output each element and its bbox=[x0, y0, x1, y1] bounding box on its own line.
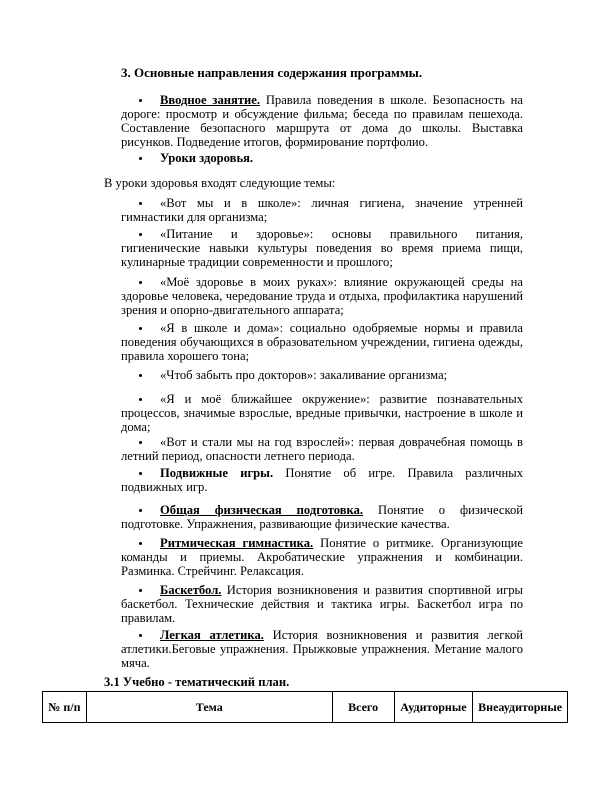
bullet-dot bbox=[139, 374, 142, 377]
section-text: Понятие об игре. Правила различных подвижных игр. bbox=[121, 466, 524, 494]
topic-text: «Вот и стали мы на год взрослей»: первая доврачебная помощь в летний период, опасности летнего периода. bbox=[121, 435, 523, 463]
intro-text: В уроки здоровья входят следующие темы: bbox=[104, 176, 336, 190]
section-basketball bbox=[121, 583, 523, 625]
section-heading: 3. Основные направления содержания программы. bbox=[121, 65, 423, 80]
bullet-dot bbox=[139, 589, 142, 592]
section-label: Баскетбол. bbox=[160, 583, 222, 597]
topic-item bbox=[121, 392, 523, 434]
header-classroom: Аудиторные bbox=[394, 692, 473, 723]
topic-text: «Питание и здоровье»: основы правильного питания, гигиенические навыки культуры поведения во время приема пищи, кулинарные традиции современности и прошлого; bbox=[121, 227, 523, 269]
section-athletics bbox=[121, 628, 523, 670]
bullet-text: Правила поведения в школе. Безопасность на дороге: просмотр и обсуждение фильма; беседа по правилам пешехода. Составление безопасного маршрута от дома до школы. Выставка рисунков. Подведение итогов, формирование портфолио. bbox=[121, 93, 523, 149]
topic-item bbox=[121, 368, 523, 382]
section-text: Понятие о ритмике. Организующие команды и приемы. Акробатические упражнения и комбинации. Разминка. Стрейчинг. Релаксация. bbox=[121, 536, 523, 578]
bullet-dot bbox=[139, 202, 142, 205]
bullet-health-lessons bbox=[121, 151, 523, 165]
topic-item bbox=[121, 321, 523, 363]
section-label: Подвижные игры. bbox=[160, 466, 274, 480]
section-label: Общая физическая подготовка. bbox=[160, 503, 364, 517]
header-extracurricular: Внеаудиторные bbox=[473, 692, 568, 723]
section-label: Ритмическая гимнастика. bbox=[160, 536, 314, 550]
bullet-dot bbox=[139, 509, 142, 512]
section-text: История возникновения и развития спортивной игры баскетбол. Технические действия и тактика игры. Баскетбол игра по правилам. bbox=[121, 583, 523, 625]
plan-heading: 3.1 Учебно - тематический план. bbox=[104, 675, 290, 689]
bullet-label: Уроки здоровья. bbox=[160, 151, 254, 165]
topic-text: «Моё здоровье в моих руках»: влияние окружающей среды на здоровье человека, чередование труда и отдыха, профилактика нарушений зрения и опорно-двигательного аппарата; bbox=[121, 275, 523, 317]
header-total: Всего bbox=[332, 692, 394, 723]
section-physical-training bbox=[121, 503, 523, 531]
bullet-dot bbox=[139, 634, 142, 637]
topic-item bbox=[121, 275, 523, 317]
topic-text: «Чтоб забыть про докторов»: закаливание организма; bbox=[160, 368, 448, 382]
topic-item bbox=[121, 435, 523, 463]
bullet-dot bbox=[139, 441, 142, 444]
section-label: Легкая атлетика. bbox=[160, 628, 264, 642]
bullet-dot bbox=[139, 233, 142, 236]
topic-item bbox=[121, 196, 523, 224]
header-topic: Тема bbox=[86, 692, 332, 723]
bullet-intro-lesson bbox=[121, 93, 523, 149]
section-rhythmic-gymnastics bbox=[121, 536, 523, 578]
bullet-dot bbox=[139, 542, 142, 545]
topic-text: «Я и моё ближайшее окружение»: развитие познавательных процессов, значимые взрослые, вредные привычки, настроение в школе и дома; bbox=[121, 392, 523, 434]
bullet-label: Вводное занятие. bbox=[160, 93, 260, 107]
plan-table-header-row bbox=[43, 692, 568, 723]
bullet-dot bbox=[139, 99, 142, 102]
bullet-dot bbox=[139, 327, 142, 330]
header-number: № п/п bbox=[43, 692, 87, 723]
bullet-dot bbox=[139, 398, 142, 401]
bullet-dot bbox=[139, 472, 142, 475]
section-text: История возникновения и развития легкой атлетики.Беговые упражнения. Прыжковые упражнения. Метание малого мяча. bbox=[121, 628, 523, 670]
topic-item bbox=[121, 227, 523, 269]
plan-table bbox=[42, 691, 568, 723]
section-text: Понятие о физической подготовке. Упражнения, развивающие физические качества. bbox=[121, 503, 523, 531]
topic-text: «Я в школе и дома»: социально одобряемые нормы и правила поведения обучающихся в образовательном учреждении, гигиена одежды, правила хорошего тона; bbox=[121, 321, 523, 363]
bullet-dot bbox=[139, 281, 142, 284]
section-outdoor-games bbox=[121, 466, 523, 494]
bullet-dot bbox=[139, 157, 142, 160]
topic-text: «Вот мы и в школе»: личная гигиена, значение утренней гимнастики для организма; bbox=[121, 196, 523, 224]
